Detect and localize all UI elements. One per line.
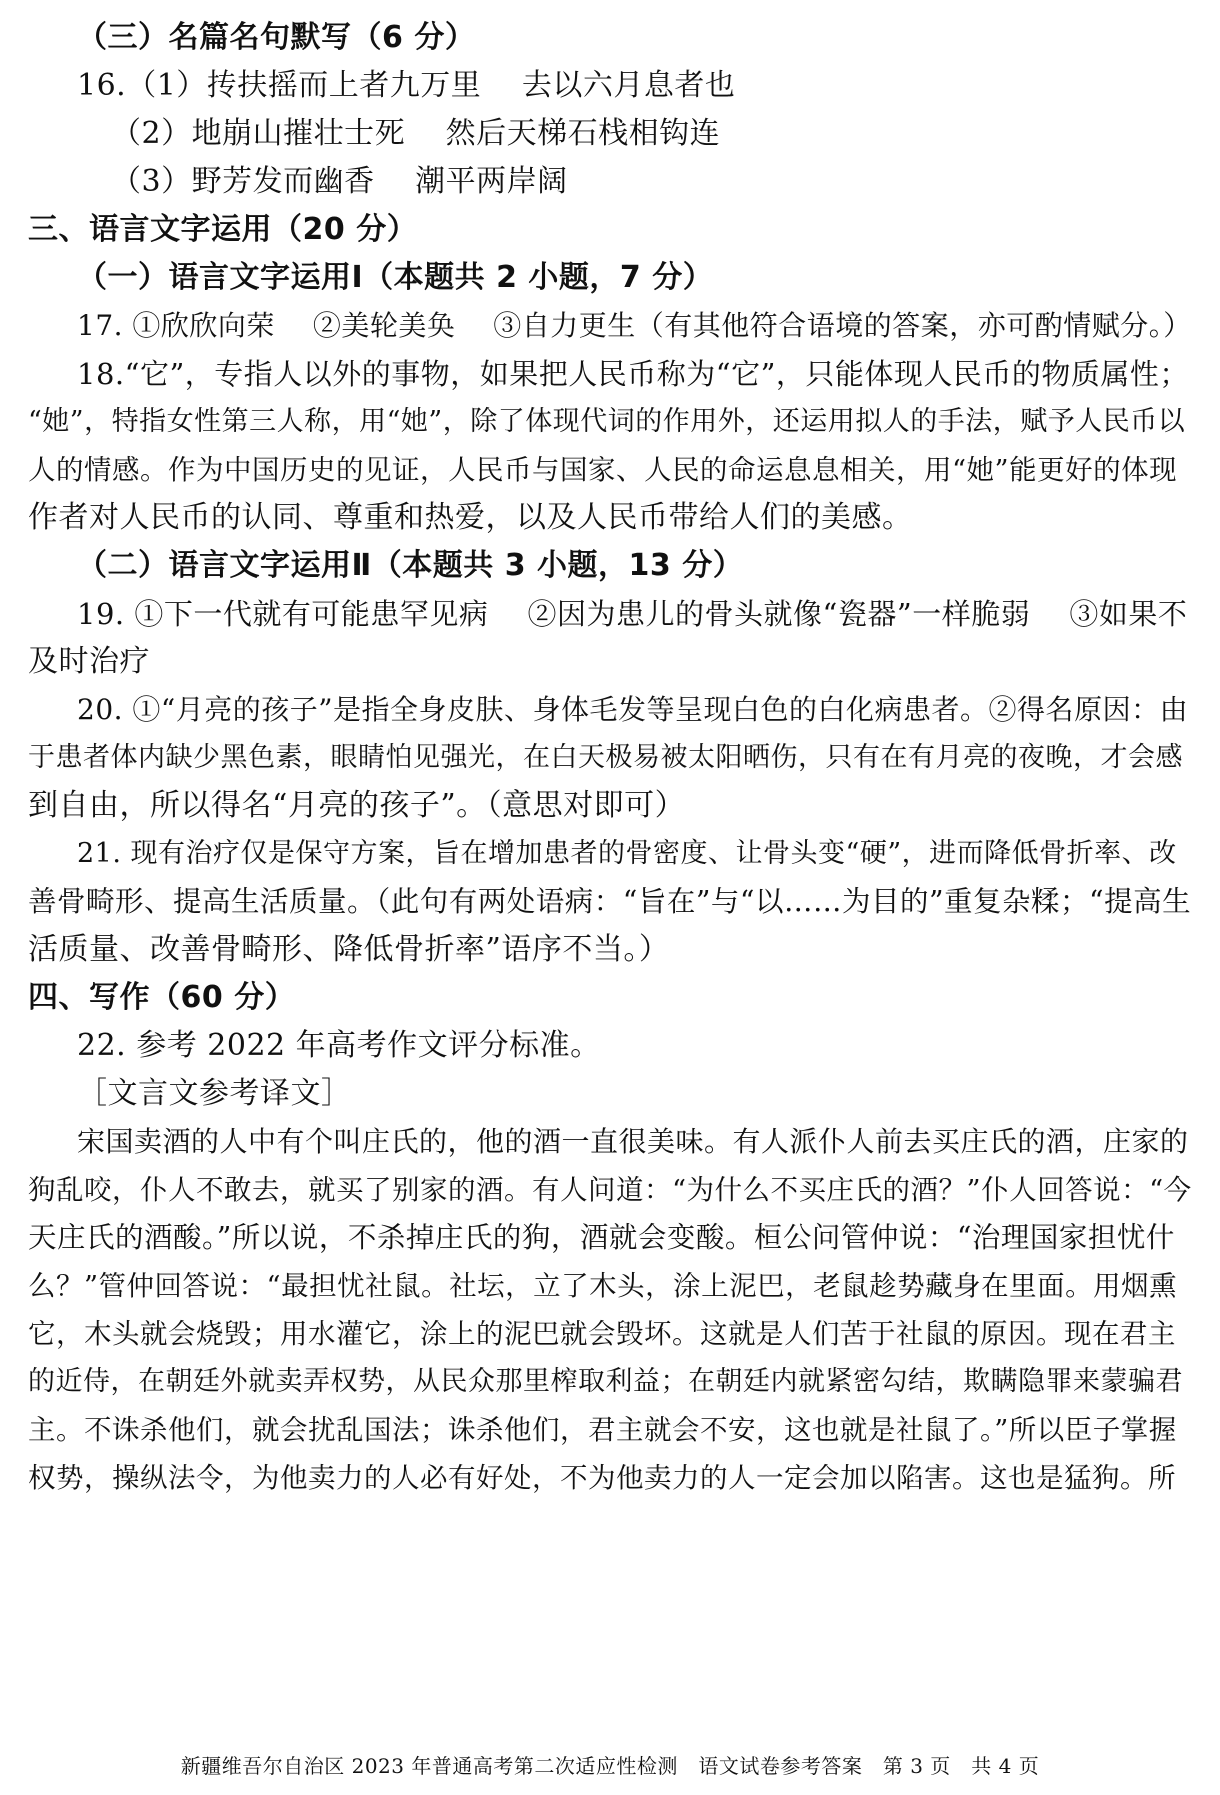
translation-line-8: 权势，操纵法令，为他卖力的人必有好处，不为他卖力的人一定会加以陷害。这也是猛狗。所 (28, 1462, 1176, 1494)
translation-line-3: 天庄氏的酒酸。”所以说，不杀掉庄氏的狗，酒就会变酸。桓公问管仲说：“治理国家担忧什 (28, 1221, 1175, 1254)
answer-20-line-1: 20. ①“月亮的孩子”是指全身皮肤、身体毛发等呈现白色的白化病患者。②得名原因：由 (77, 693, 1189, 726)
answer-21-line-1: 21. 现有治疗仅是保守方案，旨在增加患者的骨密度、让骨头变“硬”，进而降低骨折率、改 (77, 838, 1177, 869)
translation-line-6: 的近侍，在朝廷外就卖弄权势，从民众那里榨取利益；在朝廷内就紧密勾结，欺瞒隐罪来蒙骗君 (28, 1366, 1183, 1397)
answer-18-line-3: 人的情感。作为中国历史的见证，人民币与国家、人民的命运息息相关，用“她”能更好的体现 (28, 454, 1178, 486)
subsection-heading-language-use-2: （二）语言文字运用Ⅱ（本题共 3 小题，13 分） (77, 548, 744, 583)
section-heading-famous-quotes: （三）名篇名句默写（6 分） (77, 20, 476, 55)
answer-20-line-2: 于患者体内缺少黑色素，眼睛怕见强光，在白天极易被太阳晒伤，只有在有月亮的夜晚，才会感 (28, 742, 1183, 773)
answer-20-line-3: 到自由，所以得名“月亮的孩子”。（意思对即可） (28, 788, 686, 823)
answer-19-line-2: 及时治疗 (28, 644, 150, 679)
translation-line-2: 狗乱咬，仆人不敢去，就买了别家的酒。有人问道：“为什么不买庄氏的酒？”仆人回答说：“今 (28, 1174, 1192, 1206)
answer-21-line-2: 善骨畸形、提高生活质量。（此句有两处语病：“旨在”与“以……为目的”重复杂糅；“提高生 (28, 885, 1192, 918)
translation-heading: ［文言文参考译文］ (77, 1076, 352, 1111)
translation-line-4: 么？”管仲回答说：“最担忧社鼠。社坛，立了木头，涂上泥巴，老鼠趁势藏身在里面。用烟熏 (28, 1270, 1178, 1302)
answer-21-line-3: 活质量、改善骨畸形、降低骨折率”语序不当。） (28, 932, 670, 967)
answer-16-3: （3）野芳发而幽香 潮平两岸阔 (111, 164, 568, 199)
answer-17: 17. ①欣欣向荣 ②美轮美奂 ③自力更生（有其他符合语境的答案，亦可酌情赋分。） (77, 309, 1192, 342)
answer-19-line-1: 19. ①下一代就有可能患罕见病 ②因为患儿的骨头就像“瓷器”一样脆弱 ③如果不 (77, 597, 1188, 631)
answer-16-2: （2）地崩山摧壮士死 然后天梯石栈相钩连 (111, 116, 721, 151)
translation-line-7: 主。不诛杀他们，就会扰乱国法；诛杀他们，君主就会不安，这也就是社鼠了。”所以臣子掌握 (28, 1414, 1177, 1446)
translation-line-5: 它，木头就会烧毁；用水灌它，涂上的泥巴就会毁坏。这就是人们苦于社鼠的原因。现在君主 (28, 1318, 1176, 1350)
subsection-heading-language-use-1: （一）语言文字运用Ⅰ（本题共 2 小题，7 分） (77, 260, 714, 295)
answer-16-1: 16.（1）抟扶摇而上者九万里 去以六月息者也 (77, 68, 736, 103)
answer-18-line-2: “她”，特指女性第三人称，用“她”，除了体现代词的作用外，还运用拟人的手法，赋予人民币以 (28, 406, 1186, 437)
part-heading-writing: 四、写作（60 分） (28, 980, 296, 1015)
answer-18-line-1: 18.“它”，专指人以外的事物，如果把人民币称为“它”，只能体现人民币的物质属性； (77, 357, 1189, 391)
answer-18-line-4: 作者对人民币的认同、尊重和热爱，以及人民币带给人们的美感。 (28, 500, 913, 535)
translation-line-1: 宋国卖酒的人中有个叫庄氏的，他的酒一直很美味。有人派仆人前去买庄氏的酒，庄家的 (77, 1125, 1189, 1158)
answer-22: 22. 参考 2022 年高考作文评分标准。 (77, 1028, 601, 1063)
page-footer: 新疆维吾尔自治区 2023 年普通高考第二次适应性检测 语文试卷参考答案 第 3 页 共 4 页 (180, 1754, 1040, 1778)
part-heading-language-use: 三、语言文字运用（20 分） (28, 212, 418, 247)
